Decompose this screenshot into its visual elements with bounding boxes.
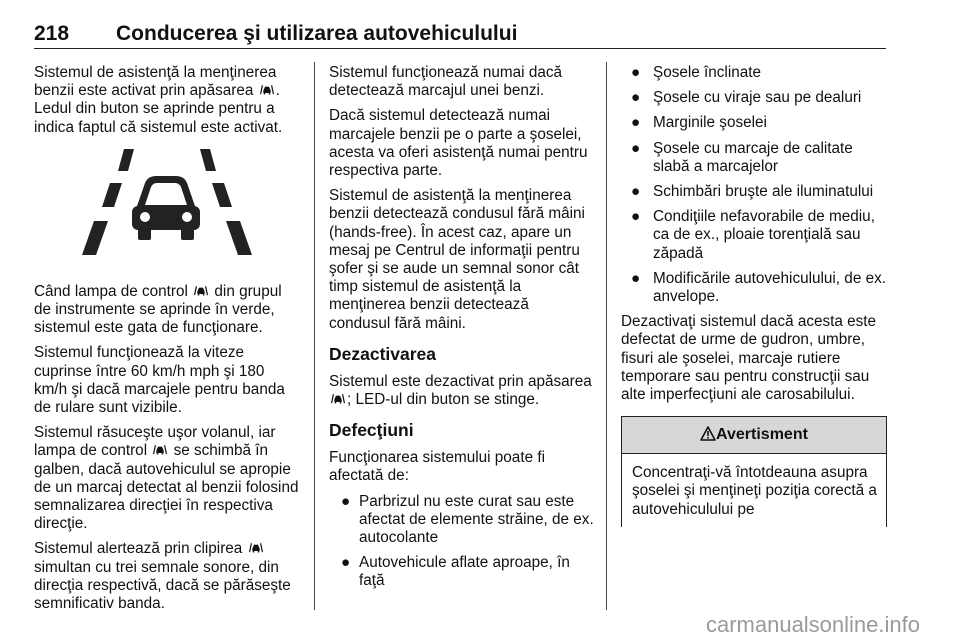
watermark: carmanualsonline.info — [705, 612, 920, 637]
bullet-icon: ● — [631, 64, 641, 81]
page-number: 218 — [34, 22, 70, 45]
paragraph: Când lampa de control din grupul de instrumente se aprinde în verde, sistemul este gata de funcţionare. — [34, 282, 282, 337]
lane-keep-assist-icon — [260, 84, 274, 95]
lane-keep-assist-icon — [194, 285, 208, 296]
warning-triangle-icon — [700, 426, 716, 441]
warning-title: Avertisment — [716, 426, 808, 444]
lane-assist-illustration — [34, 149, 298, 263]
paragraph: Dacă sistemul detectează numai marcajele benzii pe o parte a şoselei, acesta va oferi asistenţă numai pentru respectiva parte. — [329, 107, 588, 180]
lane-keep-assist-icon — [34, 149, 298, 263]
page-header — [34, 20, 886, 49]
bullet-icon: ● — [631, 208, 641, 226]
bullet-icon: ● — [631, 183, 641, 201]
bullet-icon: ● — [631, 114, 641, 132]
list-item: ● Şosele cu marcaje de calitate slabă a marcajelor — [631, 139, 853, 175]
warning-header — [622, 417, 886, 454]
list-item: ● Şosele înclinate — [631, 64, 761, 81]
paragraph: Sistemul răsuceşte uşor volanul, iar lampa de control se schimbă în galben, dacă autovehiculul se apropie de un marcaj detectat al benzii folosind semnalizarea direcţiei în respectiva direcţie. — [34, 424, 299, 533]
lane-keep-assist-icon — [331, 393, 345, 404]
warning-box — [621, 416, 887, 527]
list-item: ● Schimbări bruşte ale iluminatului — [631, 183, 874, 201]
bullet-icon: ● — [341, 554, 351, 572]
bullet-icon: ● — [631, 139, 641, 157]
list-item: ● Parbrizul nu este curat sau este afectat de elemente străine, de ex. autocolante — [341, 492, 594, 547]
paragraph: Sistemul de asistenţă la menţinerea benzii este activat prin apăsarea . Ledul din buton se aprinde pentru a indica faptul că sistemul este activat. — [34, 64, 283, 136]
column-1 — [34, 64, 300, 620]
paragraph: Dezactivaţi sistemul dacă acesta este defectat de urme de gudron, umbre, fisuri ale şoselei, marcaje rutiere temporare sau pentru construcţii sau alte imperfecţiuni ale carosabilului. — [621, 313, 877, 404]
page-title: Conducerea şi utilizarea autovehiculului — [116, 22, 518, 45]
list-item: ● Marginile şoselei — [631, 114, 767, 132]
paragraph: Sistemul este dezactivat prin apăsarea ; LED-ul din buton se stinge. — [329, 372, 592, 409]
lane-keep-assist-icon — [249, 542, 263, 553]
list-item: ● Modificările autovehiculului, de ex. anvelope. — [631, 269, 886, 306]
bullet-icon: ● — [631, 89, 641, 107]
list-item: ● Autovehicule aflate aproape, în faţă — [341, 554, 570, 590]
list-item: ● Condiţiile nefavorabile de mediu, ca de ex., ploaie torenţială sau zăpadă — [631, 208, 875, 262]
section-heading: Dezactivarea — [329, 343, 437, 364]
lane-keep-assist-icon — [153, 444, 167, 455]
paragraph: Funcţionarea sistemului poate fi afectată de: — [329, 449, 545, 485]
bullet-icon: ● — [631, 269, 641, 287]
column-3 — [621, 64, 887, 527]
bullet-icon: ● — [341, 492, 351, 510]
list-item: ● Şosele cu viraje sau pe dealuri — [631, 89, 862, 107]
paragraph: Sistemul alertează prin clipirea simultan cu trei semnale sonore, din direcţia respectivă, dacă se părăseşte semnificativ banda. — [34, 540, 291, 613]
column-divider — [314, 62, 315, 610]
column-2 — [329, 64, 594, 598]
column-divider — [606, 62, 607, 610]
paragraph: Sistemul de asistenţă la menţinerea benzii detectează condusul fără mâini (hands-free). În acest caz, apare un mesaj pe Centrul de informaţii pentru şofer şi se aude un semnal sonor cât timp sistemul de asistenţă la menţinerea benzii detectează condusul fără mâini. — [329, 187, 585, 332]
section-heading: Defecţiuni — [329, 420, 414, 441]
warning-text: Concentraţi-vă întotdeauna asupra şoselei şi menţineţi poziţia corectă a autovehiculului pe — [632, 464, 877, 518]
paragraph: Sistemul funcţionează la viteze cuprinse între 60 km/h mph şi 180 km/h şi dacă marcajele pentru banda de rulare sunt vizibile. — [34, 344, 285, 417]
paragraph: Sistemul funcţionează numai dacă detectează marcajul unei benzi. — [329, 64, 562, 100]
